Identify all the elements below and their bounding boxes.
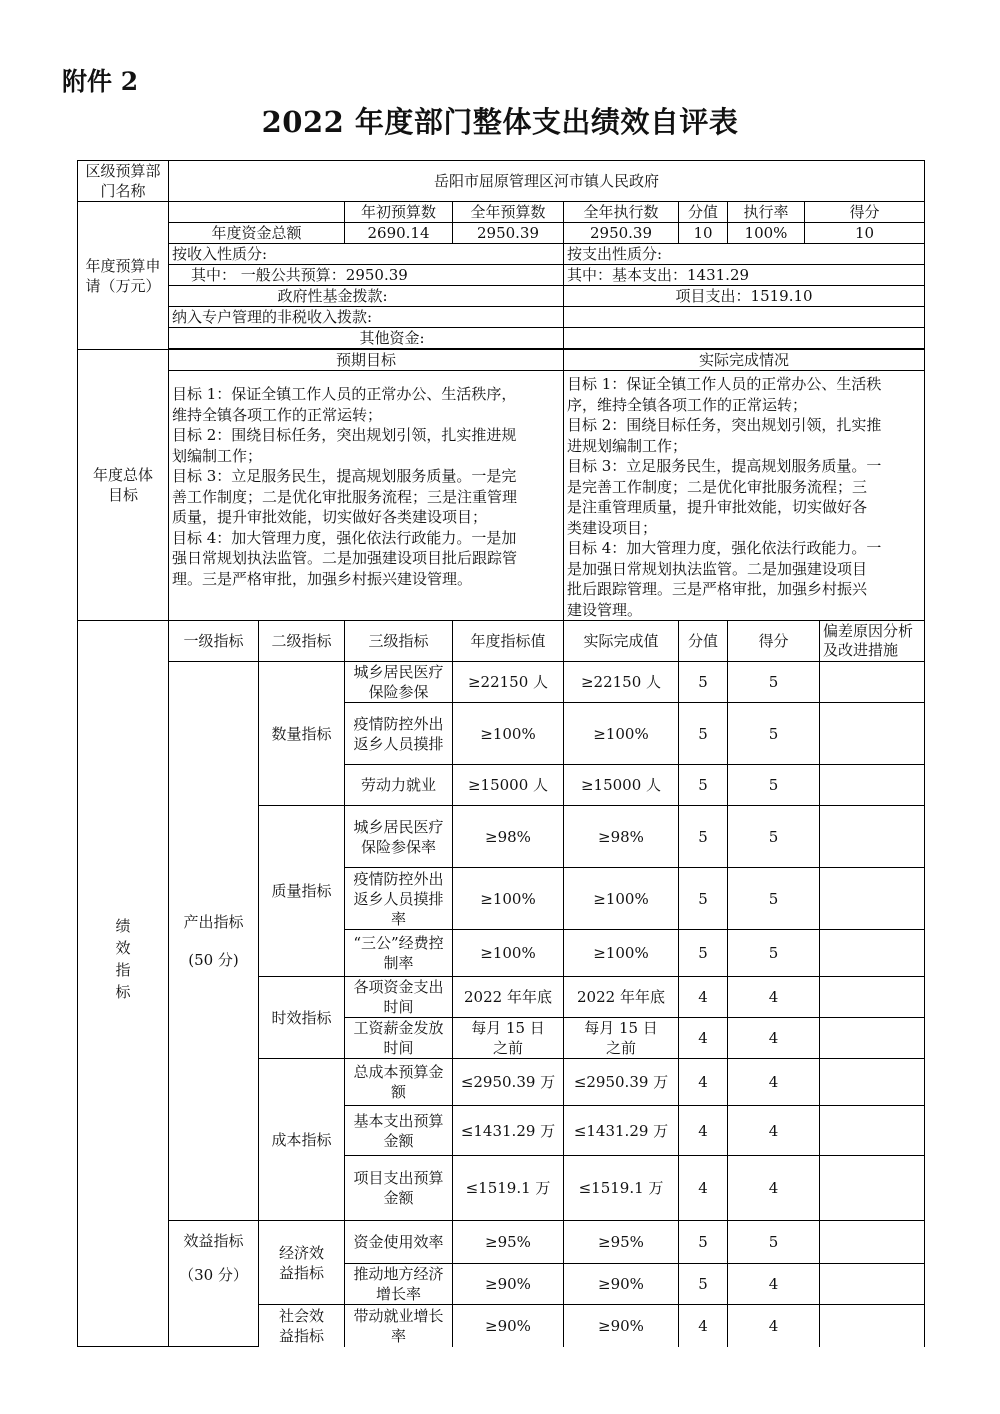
blank-cell	[564, 307, 925, 328]
total-exec-rate: 100%	[728, 223, 805, 244]
indicator-target: ≥100%	[453, 868, 564, 930]
special-nontax-label: 纳入专户管理的非税收入拨款:	[169, 307, 564, 328]
dept-label: 区级预算部门名称	[78, 161, 169, 202]
indicator-score: 5	[728, 703, 820, 765]
indicator-deviation	[820, 930, 925, 977]
indicator-target: ≥100%	[453, 703, 564, 765]
indicator-target: 2022 年年底	[453, 977, 564, 1018]
col-full-budget: 全年预算数	[453, 202, 564, 223]
quantity-indicator: 数量指标	[259, 662, 345, 806]
indicator-score: 5	[728, 1221, 820, 1264]
indicator-score: 4	[728, 1264, 820, 1305]
indicator-actual: 每月 15 日之前	[564, 1018, 679, 1059]
gov-fund-label: 政府性基金拨款:	[169, 286, 564, 307]
indicator-target: ≥98%	[453, 806, 564, 868]
indicator-deviation	[820, 1018, 925, 1059]
indicator-actual: ≥100%	[564, 868, 679, 930]
basic-expense: 其中：基本支出：1431.29	[564, 265, 925, 286]
indicator-target: ≥90%	[453, 1264, 564, 1305]
indicator-weight: 5	[679, 930, 728, 977]
indicator-weight: 5	[679, 662, 728, 703]
hdr-deviation: 偏差原因分析及改进措施	[820, 621, 925, 662]
indicator-target: ≥95%	[453, 1221, 564, 1264]
indicator-deviation	[820, 1305, 925, 1347]
indicator-deviation	[820, 977, 925, 1018]
indicator-name: 疫情防控外出返乡人员摸排	[345, 703, 453, 765]
indicator-score: 4	[728, 1059, 820, 1106]
indicator-score: 5	[728, 868, 820, 930]
total-initial: 2690.14	[345, 223, 453, 244]
indicator-weight: 4	[679, 977, 728, 1018]
indicator-deviation	[820, 1156, 925, 1221]
indicator-deviation	[820, 1221, 925, 1264]
hdr-actual-value: 实际完成值	[564, 621, 679, 662]
indicator-score: 4	[728, 1106, 820, 1156]
indicator-target: ≤1519.1 万	[453, 1156, 564, 1221]
col-initial-budget: 年初预算数	[345, 202, 453, 223]
indicator-weight: 4	[679, 1106, 728, 1156]
indicator-weight: 4	[679, 1305, 728, 1347]
total-funds-label: 年度资金总额	[169, 223, 345, 244]
indicator-name: 劳动力就业	[345, 765, 453, 806]
indicator-actual: ≥90%	[564, 1264, 679, 1305]
indicator-score: 4	[728, 977, 820, 1018]
indicator-weight: 4	[679, 1156, 728, 1221]
indicator-name: 基本支出预算金额	[345, 1106, 453, 1156]
actual-goals-text: 目标 1：保证全镇工作人员的正常办公、生活秩 序，维持全镇各项工作的正常运转； 目标 2：围绕目标任务，突出规划引领，扎实推 进规划编制工作； 目标 3：立足服务民生，提高规划服务质量。一 是完善工作制度；二是优化审批服务流程；三 是注重管理质量，提升审批效能，切实做好各 类建设项目； 目标 4：加大管理力度，强化依法行政能力。一 是加强日常规划执法监管。二是加强建设项目 批后跟踪管理。三是严格审批，加强乡村振兴 建设管理。	[564, 371, 925, 621]
indicator-target: ≤2950.39 万	[453, 1059, 564, 1106]
indicator-deviation	[820, 1106, 925, 1156]
indicator-actual: ≥22150 人	[564, 662, 679, 703]
indicator-actual: ≤2950.39 万	[564, 1059, 679, 1106]
indicator-name: 总成本预算金额	[345, 1059, 453, 1106]
indicator-target: 每月 15 日之前	[453, 1018, 564, 1059]
indicator-actual: ≥98%	[564, 806, 679, 868]
indicator-deviation	[820, 1059, 925, 1106]
indicator-name: 城乡居民医疗保险参保率	[345, 806, 453, 868]
indicator-name: 城乡居民医疗保险参保	[345, 662, 453, 703]
indicator-deviation	[820, 703, 925, 765]
indicator-target: ≤1431.29 万	[453, 1106, 564, 1156]
indicator-weight: 5	[679, 806, 728, 868]
general-public-budget: 其中： 一般公共预算：2950.39	[169, 265, 564, 286]
indicator-weight: 5	[679, 868, 728, 930]
project-expense: 项目支出：1519.10	[564, 286, 925, 307]
indicator-actual: ≤1431.29 万	[564, 1106, 679, 1156]
income-label: 按收入性质分:	[169, 244, 564, 265]
indicator-score: 5	[728, 930, 820, 977]
indicator-deviation	[820, 806, 925, 868]
economic-benefit-indicator: 经济效益指标	[259, 1221, 345, 1305]
indicator-score: 4	[728, 1018, 820, 1059]
actual-goals-header: 实际完成情况	[564, 350, 925, 371]
total-execution: 2950.39	[564, 223, 679, 244]
indicator-actual: ≤1519.1 万	[564, 1156, 679, 1221]
dept-name: 岳阳市屈原管理区河市镇人民政府	[169, 161, 925, 202]
indicator-deviation	[820, 765, 925, 806]
indicator-actual: ≥90%	[564, 1305, 679, 1347]
indicator-score: 5	[728, 662, 820, 703]
expense-label: 按支出性质分:	[564, 244, 925, 265]
indicator-name: 疫情防控外出返乡人员摸排率	[345, 868, 453, 930]
indicator-deviation	[820, 868, 925, 930]
indicator-actual: 2022 年年底	[564, 977, 679, 1018]
benefit-indicator: 效益指标 （30 分）	[169, 1221, 259, 1347]
indicator-weight: 4	[679, 1018, 728, 1059]
indicator-deviation	[820, 662, 925, 703]
col-score: 得分	[805, 202, 925, 223]
indicator-target: ≥22150 人	[453, 662, 564, 703]
timeliness-indicator: 时效指标	[259, 977, 345, 1059]
expected-goals-text: 目标 1：保证全镇工作人员的正常办公、生活秩序， 维持全镇各项工作的正常运转； 目标 2：围绕目标任务，突出规划引领，扎实推进规 划编制工作； 目标 3：立足服务民生，提高规划服务质量。一是完 善工作制度；二是优化审批服务流程；三是注重管理 质量，提升审批效能，切实做好各类建设项目； 目标 4：加大管理力度，强化依法行政能力。一是加 强日常规划执法监管。二是加强建设项目批后跟踪管 理。三是严格审批，加强乡村振兴建设管理。	[169, 371, 564, 621]
indicator-name: 资金使用效率	[345, 1221, 453, 1264]
indicator-weight: 5	[679, 1264, 728, 1305]
output-indicator: 产出指标 (50 分)	[169, 662, 259, 1221]
total-score: 10	[805, 223, 925, 244]
indicator-weight: 5	[679, 1221, 728, 1264]
hdr-level1: 一级指标	[169, 621, 259, 662]
page-title: 2022 年度部门整体支出绩效自评表	[261, 105, 739, 139]
other-funds-label: 其他资金:	[169, 328, 564, 349]
budget-header-blank	[169, 202, 345, 223]
expected-goals-header: 预期目标	[169, 350, 564, 371]
indicator-actual: ≥15000 人	[564, 765, 679, 806]
col-weight: 分值	[679, 202, 728, 223]
indicator-target: ≥90%	[453, 1305, 564, 1347]
indicators-label: 绩 效 指 标	[78, 621, 169, 1347]
indicator-score: 5	[728, 765, 820, 806]
indicator-deviation	[820, 1264, 925, 1305]
attachment-label: 附件 2	[62, 67, 139, 96]
indicator-name: 推动地方经济增长率	[345, 1264, 453, 1305]
indicator-name: 项目支出预算金额	[345, 1156, 453, 1221]
col-execution: 全年执行数	[564, 202, 679, 223]
hdr-level2: 二级指标	[259, 621, 345, 662]
indicator-actual: ≥100%	[564, 703, 679, 765]
indicator-score: 4	[728, 1305, 820, 1347]
indicator-name: 各项资金支出时间	[345, 977, 453, 1018]
hdr-weight: 分值	[679, 621, 728, 662]
hdr-level3: 三级指标	[345, 621, 453, 662]
indicator-target: ≥100%	[453, 930, 564, 977]
indicator-weight: 4	[679, 1059, 728, 1106]
cost-indicator: 成本指标	[259, 1059, 345, 1221]
performance-table	[77, 160, 925, 1347]
total-weight: 10	[679, 223, 728, 244]
blank-cell	[564, 328, 925, 349]
social-benefit-indicator: 社会效益指标	[259, 1305, 345, 1347]
indicator-actual: ≥100%	[564, 930, 679, 977]
indicator-score: 5	[728, 806, 820, 868]
indicator-name: 带动就业增长率	[345, 1305, 453, 1347]
hdr-annual-target: 年度指标值	[453, 621, 564, 662]
goals-label: 年度总体目标	[78, 350, 169, 621]
indicator-name: “三公”经费控制率	[345, 930, 453, 977]
quality-indicator: 质量指标	[259, 806, 345, 977]
indicator-actual: ≥95%	[564, 1221, 679, 1264]
col-exec-rate: 执行率	[728, 202, 805, 223]
indicator-weight: 5	[679, 765, 728, 806]
indicator-score: 4	[728, 1156, 820, 1221]
indicator-name: 工资薪金发放时间	[345, 1018, 453, 1059]
budget-label: 年度预算申请（万元）	[78, 202, 169, 350]
total-full: 2950.39	[453, 223, 564, 244]
indicator-weight: 5	[679, 703, 728, 765]
indicator-target: ≥15000 人	[453, 765, 564, 806]
hdr-score: 得分	[728, 621, 820, 662]
